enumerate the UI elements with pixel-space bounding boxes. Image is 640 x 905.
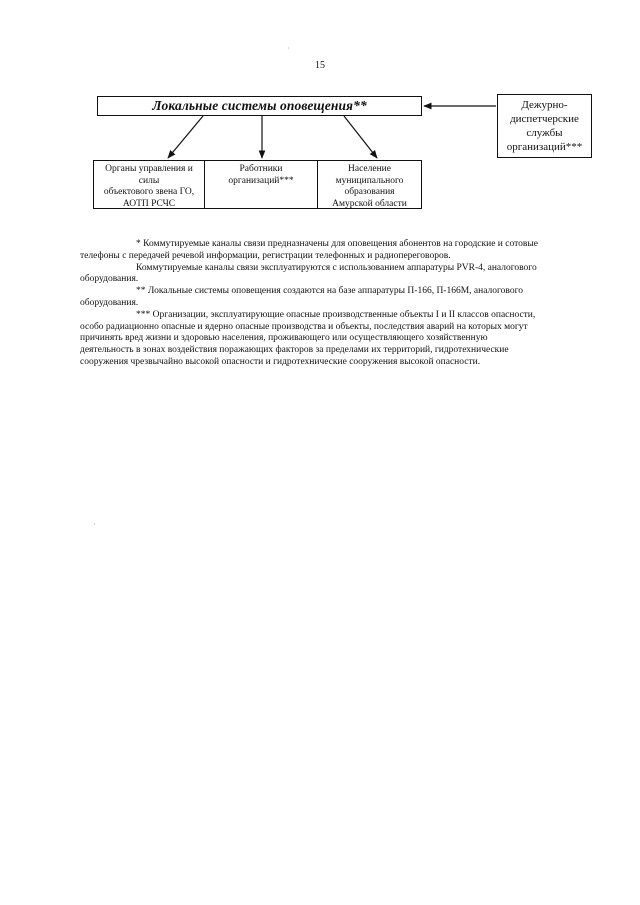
side-box-line: организаций*** [506, 141, 583, 153]
footnotes [80, 239, 592, 369]
note-line: причинять вред жизни и здоровью населения, проживающего или осуществляющего хозяйственную [80, 333, 488, 344]
page-number: 15 [315, 60, 325, 71]
sub-box-line: Амурской области [332, 198, 407, 209]
sub-box-line: Органы управления и [105, 164, 193, 174]
note-line: *** Организации, эксплуатирующие опасные производственные объекты I и II классов опасности, [136, 309, 536, 320]
arrow-to-population [344, 116, 377, 158]
scan-speck: · [287, 44, 290, 53]
note-line: особо радиационно опасные и ядерно опасные производства и объекты, последствия аварий на которых могут [80, 321, 528, 332]
sub-box-line: Работники [239, 164, 283, 174]
note-line: телефоны с передачей речевой информации, регистрации телефонных и радиопереговоров. [80, 250, 451, 261]
sub-box-line: АОТП РСЧС [122, 198, 176, 209]
sub-box-line: объектового звена ГО, [103, 187, 195, 197]
note-line: оборудования. [80, 274, 139, 285]
arrow-to-go-forces [168, 116, 203, 158]
note-line: Коммутируемые каналы связи эксплуатируются с использованием аппаратуры PVR-4, аналогового [136, 262, 537, 273]
scan-speck: · [93, 520, 96, 529]
note-line: сооружения чрезвычайно высокой опасности и гидротехнические сооружения высокой опасности. [80, 356, 481, 367]
side-box-dispatch-services [497, 94, 592, 158]
sub-box-line: Население [348, 164, 391, 174]
side-box-line: диспетчерские [510, 113, 579, 125]
sub-box-go-forces [94, 161, 205, 208]
main-box-local-warning-systems: Локальные системы оповещения** [97, 96, 422, 116]
side-box-line: Дежурно- [521, 99, 568, 111]
note-line: * Коммутируемые каналы связи предназначены для оповещения абонентов на городские и сотовые [136, 239, 538, 249]
note-line: оборудования. [80, 297, 139, 308]
note-line: деятельность в зонах воздействия поражающих факторов за пределами их территорий, гидротехнические [80, 345, 509, 356]
sub-box-line: силы [138, 175, 160, 186]
sub-box-line: организаций*** [228, 175, 294, 186]
note-line: ** Локальные системы оповещения создаются на базе аппаратуры П-166, П-166М, аналогового [136, 286, 523, 297]
sub-box-population [318, 161, 421, 208]
sub-boxes-row [93, 160, 422, 209]
sub-box-line: муниципального [335, 175, 404, 186]
sub-box-workers [205, 161, 318, 208]
sub-box-line: образования [344, 187, 395, 197]
side-box-line: службы [526, 127, 563, 139]
